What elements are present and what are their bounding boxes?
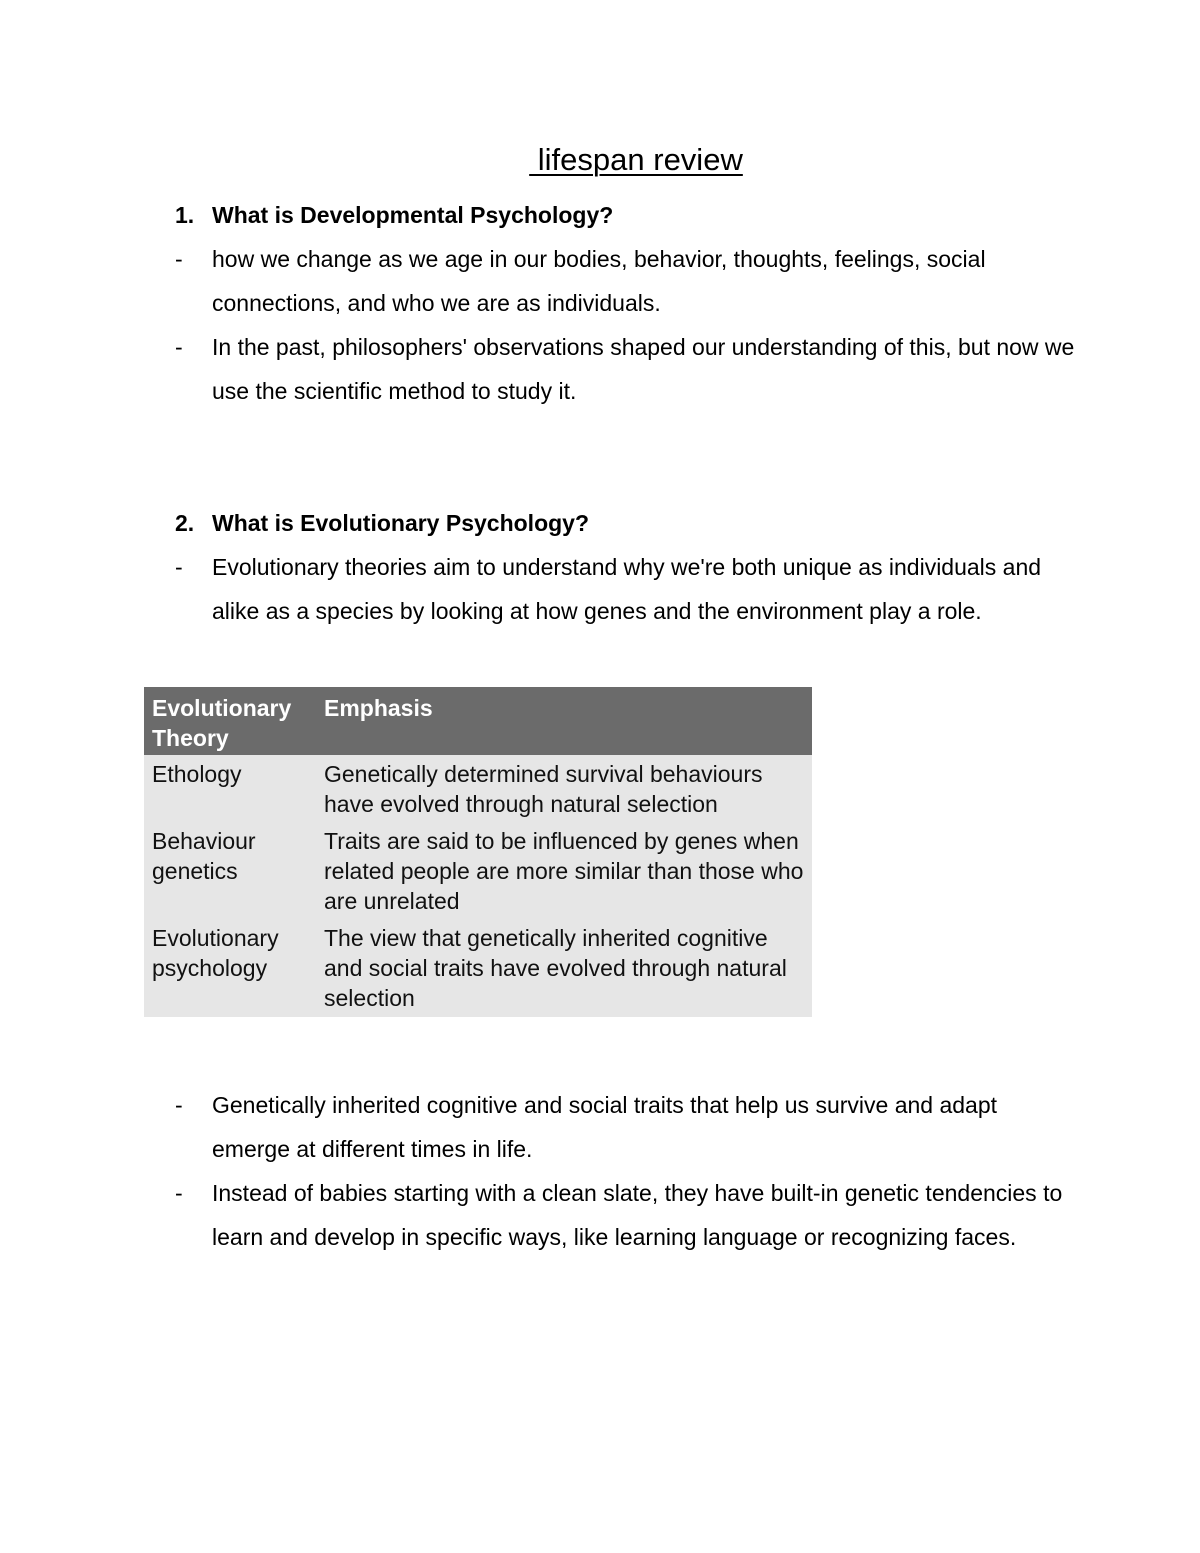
section-number: 1.	[175, 202, 195, 228]
table-row	[144, 822, 812, 919]
bullet-text: Evolutionary theories aim to understand why we're both unique as individuals and alike as a species by looking at how genes and the environment play a role.	[212, 554, 1042, 624]
section-developmental-psychology	[175, 200, 1075, 413]
bullet-marker: -	[175, 1092, 183, 1118]
bullet-item	[175, 1171, 1075, 1259]
table-header-theory: Evolutionary Theory	[144, 687, 316, 755]
bullet-marker: -	[175, 334, 183, 360]
bullet-item	[175, 325, 1075, 413]
section-heading-text: What is Evolutionary Psychology?	[212, 510, 590, 536]
table-cell-theory: Evolutionary psychology	[152, 925, 279, 981]
bullet-marker: -	[175, 246, 183, 272]
bullet-marker: -	[175, 554, 183, 580]
table-cell-emphasis: Genetically determined survival behaviours have evolved through natural selection	[324, 761, 763, 817]
table-header-row	[144, 687, 812, 755]
after-table-notes	[175, 1076, 1075, 1259]
table-row	[144, 755, 812, 822]
table-row	[144, 919, 812, 1017]
table-header-emphasis: Emphasis	[316, 687, 812, 755]
table-cell-theory: Behaviour genetics	[152, 828, 256, 884]
section-heading-text: What is Developmental Psychology?	[212, 202, 614, 228]
bullet-marker: -	[175, 1180, 183, 1206]
bullet-item	[175, 1083, 1075, 1171]
evolutionary-theory-table	[144, 687, 812, 1017]
section-heading	[175, 508, 1075, 538]
document-title: lifespan review	[529, 142, 743, 177]
section-number: 2.	[175, 510, 195, 536]
bullet-item	[175, 237, 1075, 325]
table-cell-emphasis: Traits are said to be influenced by genes when related people are more similar than those who are unrelated	[324, 828, 804, 914]
section-evolutionary-psychology	[175, 508, 1075, 633]
table-cell-emphasis: The view that genetically inherited cognitive and social traits have evolved through natural selection	[324, 925, 787, 1011]
bullet-text: In the past, philosophers' observations shaped our understanding of this, but now we use the scientific method to study it.	[212, 334, 1075, 404]
table-cell-theory: Ethology	[152, 761, 242, 787]
section-heading	[175, 200, 1075, 230]
bullet-text: how we change as we age in our bodies, behavior, thoughts, feelings, social connections, and who we are as individuals.	[212, 246, 986, 316]
bullet-text: Genetically inherited cognitive and social traits that help us survive and adapt emerge at different times in life.	[212, 1092, 998, 1162]
bullet-item	[175, 545, 1075, 633]
bullet-text: Instead of babies starting with a clean slate, they have built-in genetic tendencies to learn and develop in specific ways, like learning language or recognizing faces.	[212, 1180, 1063, 1250]
